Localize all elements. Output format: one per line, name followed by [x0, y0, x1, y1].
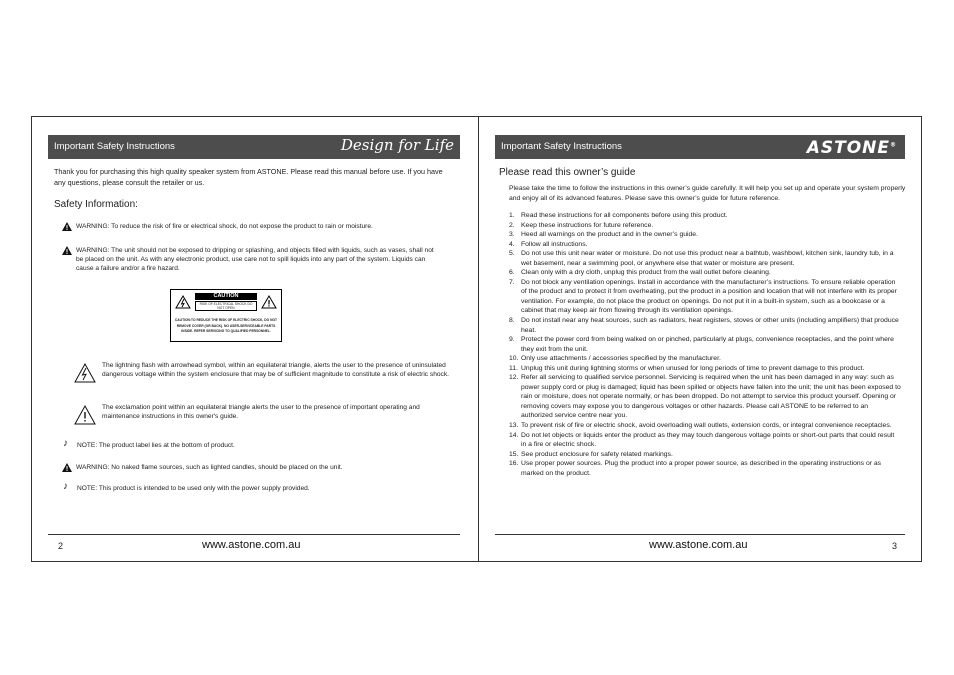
caution-subtitle: RISK OF ELECTRICAL SHOCK DO NOT OPEN — [195, 301, 257, 311]
instruction-text: Use proper power sources. Plug the product into a proper power source, as described in the operating instructions or as marked on the product. — [521, 460, 882, 477]
instruction-number: 8. — [509, 317, 515, 325]
page-number: 2 — [58, 541, 64, 551]
note-text: NOTE: The product label lies at the bottom of product. — [77, 442, 235, 449]
astone-logo — [807, 138, 897, 158]
instruction-number: 10. — [509, 355, 519, 363]
instruction-number: 4. — [509, 240, 515, 248]
instruction-text: Heed all warnings on the product and in the owner’s guide. — [521, 231, 698, 239]
website-url[interactable]: www.astone.com.au — [202, 539, 301, 551]
intro-text: Thank you for purchasing this high quality speaker system from ASTONE. Please read this manual before use. If you have any questions, please consult the retailer or us. — [54, 167, 443, 187]
instruction-item — [509, 335, 901, 354]
warning-text: WARNING: No naked flame sources, such as lighted candles, should be placed on the unit. — [76, 464, 343, 471]
warning-icon — [62, 463, 72, 475]
exclamation-triangle-icon — [74, 405, 96, 428]
footer-rule — [48, 534, 460, 535]
instruction-item — [509, 211, 901, 221]
section-title: Safety Information: — [54, 199, 138, 210]
instruction-item — [509, 373, 901, 421]
instruction-number: 15. — [509, 450, 519, 458]
instruction-item — [509, 364, 901, 374]
instruction-item — [509, 221, 901, 231]
instruction-text: Refer all servicing to qualified service personnel. Servicing is required when the unit has been damaged in any way: such as power supply cord or plug is damaged; liquid has been spilled or objects have fallen into the unit; the unit has been exposed to rain or moisture, does not operate normally, or has been dropped. Do not attempt to service this product yourself. Opening or removing covers may expose you to dangerous voltages or other hazards. Please call ASTONE to be referred to an authorized service centre near you. — [521, 374, 901, 420]
instruction-item — [509, 278, 901, 316]
symbol-explanation-text: The lightning flash with arrowhead symbol, within an equilateral triangle, alerts the user to the presence of uninsulated dangerous voltage within the system enclosure that may be of sufficient magnitude to constitute a risk of electric shock. — [102, 362, 449, 378]
instruction-text: Do not use this unit near water or moisture. Do not use this product near a bathtub, washbowl, kitchen sink, laundry tub, in a wet basement, near a swimming pool, or anywhere else that water or moisture are present. — [521, 250, 894, 267]
instruction-item — [509, 459, 901, 478]
instruction-number: 2. — [509, 221, 515, 229]
manual-spread — [31, 116, 922, 562]
logo-text: ASTONE — [806, 138, 890, 158]
warning-icon — [62, 246, 72, 258]
symbol-explanation-text: The exclamation point within an equilateral triangle alerts the user to the presence of important operating and maintenance instructions in this owner's guide. — [102, 404, 420, 420]
lightning-triangle-icon — [175, 295, 191, 314]
instruction-text: Follow all instructions. — [521, 240, 588, 248]
instruction-number: 11. — [509, 364, 518, 372]
note-text: NOTE: This product is intended to be used only with the power supply provided. — [77, 485, 310, 492]
instruction-number: 3. — [509, 231, 515, 239]
instruction-item — [509, 249, 901, 268]
instruction-number: 6. — [509, 269, 515, 277]
instruction-item — [509, 316, 901, 335]
left-page — [32, 117, 478, 561]
instruction-number: 12. — [509, 374, 519, 382]
instruction-number: 13. — [509, 422, 519, 430]
instruction-text: Unplug this unit during lightning storms or when unused for long periods of time to prevent damage to this product. — [521, 364, 865, 372]
caution-title: CAUTION — [195, 293, 257, 300]
warning-item — [62, 246, 442, 276]
instruction-text: Only use attachments / accessories specified by the manufacturer. — [521, 355, 721, 363]
warning-text: WARNING: The unit should not be exposed to dripping or splashing, and objects filled with liquids, such as vases, shall not be placed on the unit. As with any electronic product, use care not to spill liquids into any part of the system. Liquids can cause a failure and/or a fire hazard. — [76, 247, 434, 272]
header-title: Important Safety Instructions — [54, 141, 175, 152]
footer-rule — [495, 534, 905, 535]
website-url[interactable]: www.astone.com.au — [649, 539, 748, 551]
instruction-item — [509, 230, 901, 240]
tagline: Design for Life — [340, 136, 454, 154]
warning-icon — [62, 222, 72, 234]
caution-body: CAUTION:TO REDUCE THE RISK OF ELECTRIC SHOCK, DO NOT REMOVE COVER (OR BACK). NO USER-SERVICEABLE PARTS INSIDE. REFER SERVICING TO QUALIFIED PERSONNEL. — [174, 318, 278, 333]
instruction-text: Clean only with a dry cloth, unplug this product from the wall outlet before cleaning. — [521, 269, 771, 277]
instruction-text: Protect the power cord from being walked on or pinched, particularly at plugs, convenience receptacles, and the point where they exit from the unit. — [521, 336, 894, 353]
instruction-number: 7. — [509, 278, 515, 286]
instruction-text: See product enclosure for safety related markings. — [521, 450, 673, 458]
instruction-list — [509, 211, 901, 478]
instruction-number: 5. — [509, 250, 515, 258]
header-title: Important Safety Instructions — [501, 141, 622, 152]
header-bar — [48, 135, 460, 159]
instruction-number: 1. — [509, 212, 515, 219]
header-bar — [495, 135, 905, 159]
instruction-text: Keep these instructions for future reference. — [521, 221, 654, 229]
instruction-item — [509, 354, 901, 364]
instruction-item — [509, 268, 901, 278]
instruction-text: Do not install near any heat sources, such as radiators, heat registers, stoves or other units (including amplifiers) that produce heat. — [521, 317, 899, 334]
lightning-triangle-icon — [74, 363, 96, 386]
instruction-text: Do not let objects or liquids enter the product as they may touch dangerous voltage points or short-out parts that could result in a fire or electric shock. — [521, 431, 895, 449]
registered-mark-icon: ® — [890, 141, 897, 149]
section-title: Please read this owner’s guide — [499, 167, 636, 178]
instruction-item — [509, 450, 901, 460]
instruction-item — [509, 240, 901, 250]
instruction-number: 14. — [509, 431, 519, 439]
music-note-icon: ♪ — [63, 481, 68, 492]
page-number: 3 — [892, 541, 898, 551]
right-page — [479, 117, 922, 561]
instruction-number: 9. — [509, 336, 515, 344]
instruction-number: 16. — [509, 460, 519, 468]
instruction-text: Read these instructions for all components before using this product. — [521, 212, 728, 219]
exclamation-triangle-icon — [261, 295, 277, 314]
instruction-item — [509, 431, 901, 450]
instruction-item — [509, 421, 901, 431]
instruction-text: Do not block any ventilation openings. Install in accordance with the manufacturer’s instructions. To ensure reliable operation of the product and to protect it from overheating, put the product in a position and location that will not interfere with its proper ventilation. For example, do not place the product on openings. Do not put it in a built-in system, such as a bookcase or a cabinet that may keep air from flowing through its ventilation openings. — [521, 278, 897, 315]
instruction-text: To prevent risk of fire or electric shock, avoid overloading wall outlets, extension cords, or integral convenience receptacles. — [521, 422, 892, 430]
warning-text: WARNING: To reduce the risk of fire or electrical shock, do not expose the product to rain or moisture. — [76, 223, 373, 230]
caution-label — [170, 289, 282, 342]
music-note-icon: ♪ — [63, 438, 68, 449]
intro-text: Please take the time to follow the instructions in this owner’s guide carefully. It will help you set up and operate your system properly and enjoy all of its advanced features. Please save this owner’s guide for future reference. — [509, 185, 906, 202]
